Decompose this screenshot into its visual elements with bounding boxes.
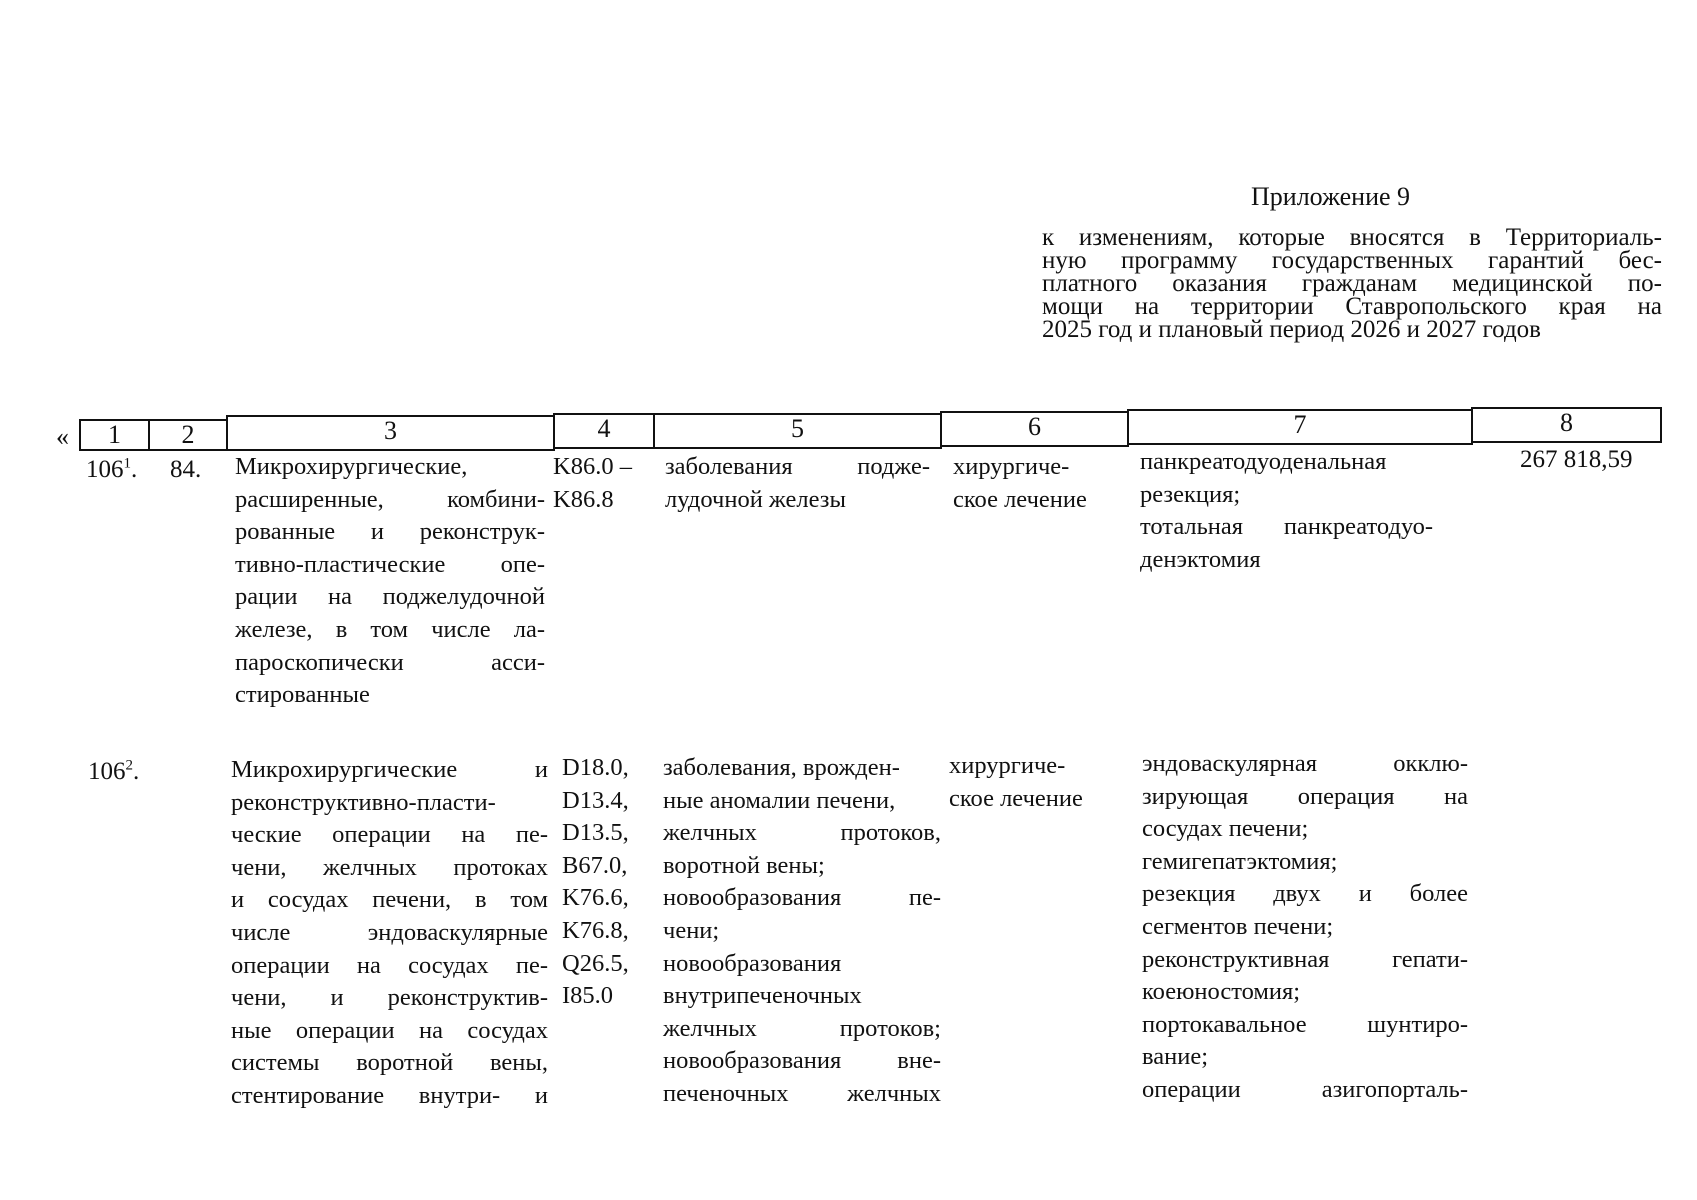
text-line: операции на сосудах пе- <box>231 951 548 979</box>
text-line: рованные и реконструк- <box>235 518 545 546</box>
code-line: D18.0, <box>562 754 629 781</box>
text-line: чени; <box>663 916 720 944</box>
appendix-description-line: мощи на территории Ставропольского края на <box>1042 293 1662 320</box>
treatment-method <box>1140 446 1433 576</box>
row-number-main: 106 <box>86 456 124 483</box>
appendix-description-line: платного оказания гражданам медицинской по- <box>1042 270 1662 297</box>
text-line: резекция; <box>1140 480 1241 508</box>
text-line: и сосудах печени, в том <box>231 886 548 914</box>
header-cell-7: 7 <box>1127 409 1473 445</box>
row-number-suffix: . <box>131 456 138 483</box>
text-line: реконструктивно-пласти- <box>231 788 496 816</box>
text-line: воротной вены; <box>663 851 825 879</box>
text-line: гемигепатэктомия; <box>1142 847 1338 875</box>
appendix-description <box>1042 226 1662 341</box>
text-line: Микрохирургические и <box>231 756 548 783</box>
code-line: Q26.5, <box>562 949 629 977</box>
text-line: портокавальное шунтиро- <box>1142 1010 1468 1038</box>
text-line: тивно-пластические опе- <box>235 550 545 578</box>
text-line: заболевания подже- <box>665 453 930 480</box>
row-number <box>86 455 137 485</box>
header-cell-2: 2 <box>148 419 228 451</box>
code-line: K76.6, <box>562 884 629 912</box>
code-line: K86.0 – <box>553 453 632 480</box>
cost-value: 267 818,59 <box>1520 446 1633 473</box>
text-line: коеюностомия; <box>1142 978 1301 1006</box>
row-number-superscript: 2 <box>125 757 133 774</box>
treatment-type <box>949 750 1124 815</box>
text-line: сосудах печени; <box>1142 815 1309 843</box>
appendix-description-line: 2025 год и плановый период 2026 и 2027 годов <box>1042 316 1541 343</box>
text-line: ческие операции на пе- <box>231 821 548 849</box>
code-line: D13.4, <box>562 786 629 814</box>
header-cell-1: 1 <box>79 419 150 451</box>
text-line: хирургиче- <box>949 752 1066 779</box>
text-line: панкреатодуоденальная <box>1140 448 1387 475</box>
text-line: чени, желчных протоках <box>231 853 548 881</box>
text-line: системы воротной вены, <box>231 1049 548 1077</box>
text-line: тотальная панкреатодуо- <box>1140 513 1433 541</box>
diagnosis-codes <box>562 752 647 1013</box>
appendix-title: Приложение 9 <box>1251 182 1411 211</box>
header-cell-5: 5 <box>653 413 942 449</box>
header-cell-6: 6 <box>940 411 1129 447</box>
text-line: ные аномалии печени, <box>663 786 896 814</box>
header-cell-4: 4 <box>553 413 655 449</box>
method-description <box>231 754 548 1113</box>
appendix-description-line: ную программу государственных гарантий бес- <box>1042 247 1662 274</box>
text-line: рации на поджелудочной <box>235 583 545 611</box>
code-line: I85.0 <box>562 982 614 1010</box>
row-group-number: 84. <box>170 456 202 483</box>
text-line: внутрипеченочных <box>663 982 862 1010</box>
code-line: B67.0, <box>562 851 628 879</box>
row-number <box>88 757 139 787</box>
text-line: сегментов печени; <box>1142 912 1334 940</box>
text-line: резекция двух и более <box>1142 880 1468 908</box>
open-quote-mark: « <box>56 422 69 451</box>
text-line: чени, и реконструктив- <box>231 984 548 1012</box>
text-line: эндоваскулярная окклю- <box>1142 750 1468 777</box>
text-line: стентирование внутри- и <box>231 1081 548 1109</box>
code-line: K76.8, <box>562 916 629 944</box>
diagnosis-codes <box>553 451 648 516</box>
text-line: ные операции на сосудах <box>231 1016 548 1044</box>
text-line: стированные <box>235 681 370 709</box>
code-line: K86.8 <box>553 485 614 513</box>
text-line: железе, в том числе ла- <box>235 615 545 643</box>
text-line: денэктомия <box>1140 545 1261 573</box>
treatment-type <box>953 451 1123 516</box>
text-line: новообразования пе- <box>663 884 941 912</box>
text-line: новообразования вне- <box>663 1047 941 1075</box>
text-line: Микрохирургические, <box>235 453 468 480</box>
row-number-superscript: 1 <box>123 455 131 472</box>
code-line: D13.5, <box>562 819 629 847</box>
row-number-main: 106 <box>88 758 126 785</box>
text-line: хирургиче- <box>953 453 1070 480</box>
text-line: желчных протоков; <box>663 1014 941 1042</box>
text-line: вание; <box>1142 1043 1209 1071</box>
text-line: пароскопически асси- <box>235 648 545 676</box>
disease-model <box>663 752 941 1111</box>
treatment-method <box>1142 748 1468 1107</box>
text-line: желчных протоков, <box>663 819 941 847</box>
method-description <box>235 451 545 712</box>
text-line: заболевания, врожден- <box>663 754 900 781</box>
appendix-description-line: к изменениям, которые вносятся в Территориаль- <box>1042 224 1662 251</box>
text-line: ское лечение <box>953 485 1087 513</box>
header-cell-3: 3 <box>226 415 555 451</box>
text-line: ское лечение <box>949 784 1083 812</box>
disease-model <box>665 451 930 516</box>
header-cell-8: 8 <box>1471 407 1662 443</box>
text-line: расширенные, комбини- <box>235 485 545 513</box>
text-line: операции азигопорталь- <box>1142 1075 1468 1103</box>
row-number-suffix: . <box>133 758 140 785</box>
text-line: лудочной железы <box>665 485 846 513</box>
text-line: печеночных желчных <box>663 1079 941 1107</box>
text-line: числе эндоваскулярные <box>231 918 548 946</box>
text-line: новообразования <box>663 949 842 977</box>
text-line: зирующая операция на <box>1142 782 1468 810</box>
text-line: реконструктивная гепати- <box>1142 945 1468 973</box>
